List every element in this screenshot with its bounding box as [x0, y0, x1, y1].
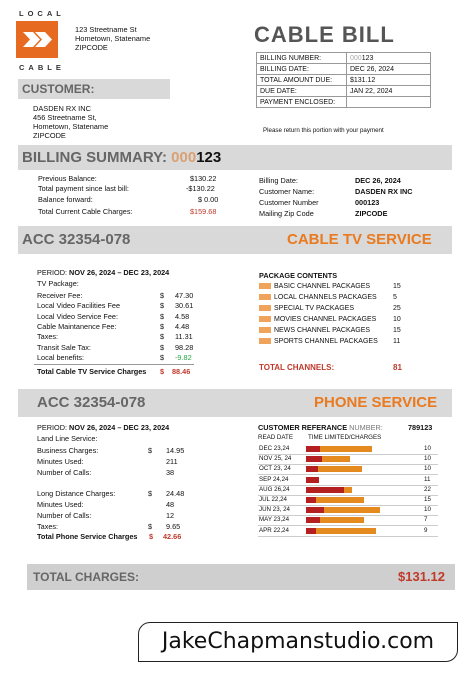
package-swatch-icon [259, 305, 271, 311]
cable-charge-value: -9.82 [175, 352, 192, 362]
package-count: 5 [393, 293, 397, 301]
customer-line1: 456 Streetname St, [33, 113, 97, 122]
customer-line3: ZIPCODE [33, 131, 66, 140]
reading-value: 15 [424, 496, 431, 503]
bill-info-row [257, 53, 431, 64]
summary-heading [22, 149, 221, 166]
reading-bar-red [306, 497, 316, 503]
period-value: NOV 26, 2024 – DEC 23, 2024 [69, 423, 170, 432]
package-item [259, 327, 370, 334]
cable-charge-currency: $ [160, 352, 165, 362]
bill-info-value: DEC 26, 2024 [347, 64, 431, 75]
reading-bar-red [306, 456, 322, 462]
reading-bar-red [306, 507, 324, 513]
package-item [259, 305, 354, 312]
ld-charge-value: 24.48 [166, 489, 185, 498]
ld-charge-label: Number of Calls: [37, 511, 92, 520]
package-item [259, 294, 377, 301]
reading-bar-orange [324, 507, 380, 513]
reading-bar-orange [316, 528, 376, 534]
land-charge-label: Business Charges: [37, 446, 99, 455]
reading-value: 10 [424, 506, 431, 514]
summary-total-value: $159.68 [190, 207, 217, 216]
tv-package-label: TV Package: [37, 279, 79, 288]
reading-date: JUL 22,24 [259, 496, 287, 503]
customer-address [33, 104, 108, 140]
summary-left-label: Total Current Cable Charges: [38, 207, 133, 216]
cable-charge-value: 11.31 [175, 332, 193, 342]
phone-acc: ACC 32354-078 [37, 394, 146, 411]
land-charge-currency: $ [148, 446, 153, 455]
cable-charge-label: Cable Maintanence Fee: [37, 321, 117, 331]
package-name: SPORTS CHANNEL PACKAGES [274, 337, 378, 345]
bill-info-label: TOTAL AMOUNT DUE: [257, 75, 347, 86]
cable-charge-label: Transit Sale Tax: [37, 342, 91, 352]
bill-info-table [256, 52, 431, 108]
reading-bar-orange [344, 487, 352, 493]
company-line1: 123 Streetname St [75, 25, 137, 34]
cable-charge-currency: $ [160, 291, 165, 300]
package-name: NEWS CHANNEL PACKAGES [274, 326, 371, 334]
ld-charge-label: Taxes: [37, 522, 59, 531]
cable-charge-value: 98.28 [175, 342, 194, 352]
reading-value: 22 [424, 485, 431, 493]
reading-date: SEP 24,24 [259, 475, 289, 483]
cable-charge-value: 4.48 [175, 321, 190, 331]
summary-right-label: Customer Number [259, 198, 319, 207]
package-swatch-icon [259, 338, 271, 344]
reading-bar-red [306, 446, 320, 452]
ld-charge-label: Minutes Used: [37, 500, 84, 509]
land-charge-value: 14.95 [166, 446, 185, 455]
bill-info-label: BILLING DATE: [257, 64, 347, 75]
package-count: 15 [393, 326, 401, 334]
package-name: BASIC CHANNEL PACKAGES [274, 283, 371, 290]
land-charge-value: 211 [166, 457, 178, 466]
cable-period [37, 268, 169, 277]
reading-bar-orange [318, 466, 362, 472]
package-count: 11 [393, 337, 401, 345]
reading-date: OCT 23, 24 [259, 465, 291, 473]
customer-heading: CUSTOMER: [22, 82, 95, 96]
period-value: NOV 26, 2024 – DEC 23, 2024 [69, 268, 170, 277]
company-address [75, 25, 150, 52]
cable-charge-value: 47.30 [175, 291, 194, 300]
bill-info-label: BILLING NUMBER: [257, 53, 347, 64]
cable-charge-value: 4.58 [175, 311, 190, 321]
phone-period [37, 423, 169, 432]
package-name: SPECIAL TV PACKAGES [274, 304, 355, 312]
package-swatch-icon [259, 327, 271, 333]
reading-date: JUN 23, 24 [259, 506, 290, 514]
reading-date: AUG 26,24 [259, 485, 290, 493]
summary-left-value: -$130.22 [186, 184, 215, 193]
summary-heading-label: BILLING SUMMARY: [22, 149, 167, 166]
land-charge-label: Minutes Used: [37, 457, 84, 466]
phone-service-title: PHONE SERVICE [314, 394, 438, 411]
logo-top-text: LOCAL [19, 9, 65, 18]
bill-info-value: JAN 22, 2024 [347, 86, 431, 97]
watermark: JakeChapmanstudio.com [138, 622, 458, 662]
summary-right-value: DASDEN RX INC [355, 187, 413, 196]
land-charge-value: 38 [166, 468, 175, 477]
company-line3: ZIPCODE [75, 43, 108, 52]
billing-number-prefix: 000 [350, 54, 362, 62]
cable-total-value: 88.46 [172, 367, 191, 376]
package-swatch-icon [259, 283, 271, 289]
reading-value: 9 [424, 526, 428, 534]
customer-line2: Hometown, Statename [33, 122, 109, 131]
reading-bar-red [306, 466, 318, 472]
package-name: MOVIES CHANNEL PACKAGES [274, 315, 377, 323]
cable-charge-label: Taxes: [37, 332, 59, 342]
summary-right-value: 000123 [355, 198, 380, 207]
reading-value: 11 [424, 475, 431, 483]
land-charge-label: Number of Calls: [37, 468, 92, 477]
reading-bar-red [306, 477, 319, 483]
package-count: 25 [393, 304, 401, 312]
reading-bar-red [306, 487, 344, 493]
cable-charge-currency: $ [160, 321, 165, 331]
cable-charge-currency: $ [160, 311, 165, 321]
reading-value: 10 [424, 455, 431, 463]
total-charges-value: $131.12 [398, 569, 445, 584]
reading-date: APR 22,24 [259, 526, 289, 534]
summary-left-value: $ 0.00 [198, 195, 219, 204]
period-label: PERIOD: [37, 268, 68, 277]
ld-charge-label: Long Distance Charges: [37, 489, 116, 498]
billing-number: 123 [361, 54, 374, 62]
reading-date: DEC 23,24 [259, 445, 290, 452]
phone-total-label: Total Phone Service Charges [37, 532, 138, 541]
cable-total-currency: $ [160, 367, 165, 376]
payment-enclosed-field[interactable] [347, 97, 431, 108]
package-swatch-icon [259, 316, 271, 322]
col-time-charges: TIME LIMITED/CHARGES [308, 434, 382, 441]
summary-left-label: Total payment since last bill: [38, 184, 129, 193]
cable-charge-label: Receiver Fee: [37, 291, 83, 300]
company-line2: Hometown, Statename [75, 34, 151, 43]
summary-left-label: Previous Balance: [38, 174, 97, 183]
phone-total-value: 42.66 [163, 532, 182, 541]
ref-number-label: NUMBER: [349, 423, 383, 432]
col-read-date: READ DATE [258, 434, 293, 441]
ld-charge-value: 12 [166, 511, 175, 520]
land-line-label: Land Line Service: [37, 434, 98, 443]
cable-acc: ACC 32354-078 [22, 231, 131, 248]
cable-charge-currency: $ [160, 342, 165, 352]
ld-charge-value: 48 [166, 500, 175, 509]
reading-bar-red [306, 517, 320, 523]
double-chevron-icon [16, 21, 58, 58]
ld-charge-value: 9.65 [166, 522, 181, 531]
reading-bar-orange [320, 446, 372, 452]
bill-info-row [257, 75, 431, 86]
bill-info-label: DUE DATE: [257, 86, 347, 97]
cable-charge-value: 30.61 [175, 301, 194, 311]
reading-bar-red [306, 528, 316, 534]
package-item [259, 316, 376, 323]
reading-bar-orange [322, 456, 350, 462]
bill-title: CABLE BILL [254, 22, 395, 47]
summary-right-label: Mailing Zip Code [259, 209, 314, 218]
reading-bar-orange [320, 517, 364, 523]
summary-left-label: Balance forward: [38, 195, 93, 204]
cable-total-divider [34, 364, 194, 365]
summary-right-value: ZIPCODE [355, 209, 388, 218]
total-charges-label: TOTAL CHARGES: [33, 570, 140, 584]
reading-divider [258, 536, 438, 537]
cable-charge-label: Local Video Facilities Fee [37, 301, 121, 311]
ref-label: CUSTOMER REFERANCE [258, 423, 348, 432]
summary-right-label: Customer Name: [259, 187, 315, 196]
cable-service-title: CABLE TV SERVICE [287, 231, 432, 248]
summary-right-label: Billing Date: [259, 176, 298, 185]
bill-info-label: PAYMENT ENCLOSED: [257, 97, 347, 108]
return-note: Please return this portion with your payment [263, 127, 384, 134]
package-count: 10 [393, 315, 401, 323]
packages-heading: PACKAGE CONTENTS [259, 271, 338, 280]
package-swatch-icon [259, 294, 271, 300]
cable-total-label: Total Cable TV Service Charges [37, 367, 147, 376]
logo-bottom-text: CABLE [19, 63, 65, 72]
cable-charge-label: Local Video Service Fee: [37, 311, 118, 321]
bill-info-value [347, 53, 431, 64]
customer-reference [258, 423, 383, 432]
summary-right-value: DEC 26, 2024 [355, 176, 401, 185]
summary-number: 123 [196, 149, 222, 166]
reading-date: NOV 25, 24 [259, 455, 292, 463]
cable-charge-currency: $ [160, 332, 165, 342]
bill-info-row [257, 97, 431, 108]
summary-number-prefix: 000 [171, 149, 197, 166]
total-channels-label: TOTAL CHANNELS: [259, 363, 335, 372]
period-label: PERIOD: [37, 423, 68, 432]
summary-left-value: $130.22 [190, 174, 217, 183]
bill-info-row [257, 64, 431, 75]
ld-charge-currency: $ [148, 489, 153, 498]
ref-number: 789123 [408, 423, 433, 432]
package-count: 15 [393, 283, 401, 290]
bill-info-row [257, 86, 431, 97]
logo-icon [16, 21, 58, 58]
package-name: LOCAL CHANNELS PACKAGES [274, 293, 377, 301]
cable-charge-label: Local benefits: [37, 352, 85, 362]
bill-info-value: $131.12 [347, 75, 431, 86]
cable-charge-currency: $ [160, 301, 165, 311]
reading-bar-orange [316, 497, 364, 503]
customer-name: DASDEN RX INC [33, 104, 91, 113]
phone-total-currency: $ [149, 532, 154, 541]
reading-value: 10 [424, 465, 431, 473]
ld-charge-currency: $ [148, 522, 153, 531]
reading-value: 10 [424, 445, 431, 452]
reading-date: MAY 23,24 [259, 516, 290, 524]
reading-value: 7 [424, 516, 428, 524]
package-item [259, 338, 378, 345]
package-item [259, 283, 370, 290]
total-channels-value: 81 [393, 363, 402, 372]
